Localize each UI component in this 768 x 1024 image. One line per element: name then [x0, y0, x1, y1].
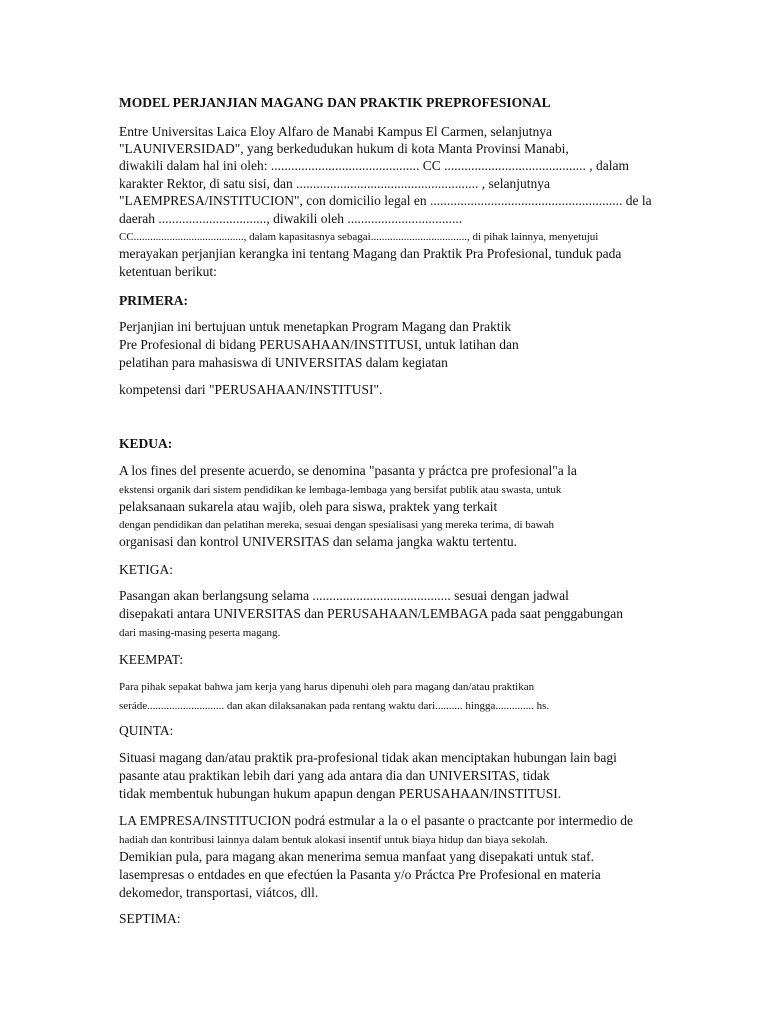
quinta-line: Demikian pula, para magang akan menerima semua manfaat yang disepakati untuk staf.: [119, 849, 594, 864]
intro-line: merayakan perjanjian kerangka ini tentang Magang dan Praktik Pra Profesional, tunduk pada: [119, 246, 622, 261]
heading-keempat: KEEMPAT:: [119, 652, 184, 667]
kedua-line: A los fines del presente acuerdo, se denomina "pasanta y práctca pre profesional"a la: [119, 463, 577, 478]
kedua-line: dengan pendidikan dan pelatihan mereka, sesuai dengan spesialisasi yang mereka terima, di bawah: [119, 519, 554, 531]
quinta-line: dekomedor, transportasi, viátcos, dll.: [119, 885, 319, 900]
heading-septima: SEPTIMA:: [119, 911, 181, 926]
keempat-line: seráde............................ dan akan dilaksanakan pada rentang waktu dari.......... hingga.............. hs.: [119, 700, 550, 712]
keempat-line: Para pihak sepakat bahwa jam kerja yang harus dipenuhi oleh para magang dan/atau praktikan: [119, 681, 535, 693]
intro-line: daerah ................................, diwakili oleh ..................................: [119, 211, 463, 226]
kedua-line: pelaksanaan sukarela atau wajib, oleh para siswa, praktek yang terkait: [119, 499, 498, 514]
primera-line: kompetensi dari "PERUSAHAAN/INSTITUSI".: [119, 382, 383, 397]
intro-line: diwakili dalam hal ini oleh: ............................................ CC .......................................... , dalam: [119, 158, 629, 173]
intro-line: "LAUNIVERSIDAD", yang berkedudukan hukum di kota Manta Provinsi Manabi,: [119, 141, 569, 156]
quinta-line: lasempresas o entdades en que efectúen la Pasanta y/o Práctca Pre Profesional en materia: [119, 867, 601, 882]
heading-ketiga: KETIGA:: [119, 562, 173, 577]
intro-line: karakter Rektor, di satu sisi, dan ...................................................... , selanjutnya: [119, 176, 551, 191]
quinta-line: Situasi magang dan/atau praktik pra-profesional tidak akan menciptakan hubungan lain bagi: [119, 750, 617, 765]
intro-line: Entre Universitas Laica Eloy Alfaro de Manabi Kampus El Carmen, selanjutnya: [119, 124, 552, 139]
quinta-line: LA EMPRESA/INSTITUCION podrá estmular a la o el pasante o practcante por intermedio de: [119, 813, 633, 828]
kedua-line: organisasi dan kontrol UNIVERSITAS dan selama jangka waktu tertentu.: [119, 534, 517, 549]
heading-kedua: KEDUA:: [119, 436, 173, 451]
primera-line: pelatihan para mahasiswa di UNIVERSITAS dalam kegiatan: [119, 355, 448, 370]
intro-line: "LAEMPRESA/INSTITUCION", con domicilio legal en ......................................................... de la: [119, 193, 652, 208]
primera-line: Pre Profesional di bidang PERUSAHAAN/INSTITUSI, untuk latihan dan: [119, 337, 519, 352]
kedua-line: ekstensi organik dari sistem pendidikan ke lembaga-lembaga yang bersifat publik atau swasta, untuk: [119, 484, 562, 496]
document-title: MODEL PERJANJIAN MAGANG DAN PRAKTIK PREPROFESIONAL: [119, 95, 551, 110]
heading-quinta: QUINTA:: [119, 723, 174, 738]
quinta-line: hadiah dan kontribusi lainnya dalam bentuk alokasi insentif untuk biaya hidup dan biaya sekolah.: [119, 834, 548, 846]
quinta-line: tidak membentuk hubungan hukum apapun dengan PERUSAHAAN/INSTITUSI.: [119, 786, 562, 801]
ketiga-line: Pasangan akan berlangsung selama ......................................... sesuai dengan jadwal: [119, 588, 569, 603]
heading-primera: PRIMERA:: [119, 293, 188, 308]
quinta-line: pasante atau praktikan lebih dari yang ada antara dia dan UNIVERSITAS, tidak: [119, 768, 550, 783]
intro-line: CC........................................, dalam kapasitasnya sebagai..................................., di pihak lainnya, menyetujui: [119, 231, 599, 243]
ketiga-line: disepakati antara UNIVERSITAS dan PERUSAHAAN/LEMBAGA pada saat penggabungan: [119, 606, 623, 621]
ketiga-line: dari masing-masing peserta magang.: [119, 627, 281, 639]
intro-line: ketentuan berikut:: [119, 264, 217, 279]
primera-line: Perjanjian ini bertujuan untuk menetapkan Program Magang dan Praktik: [119, 319, 512, 334]
